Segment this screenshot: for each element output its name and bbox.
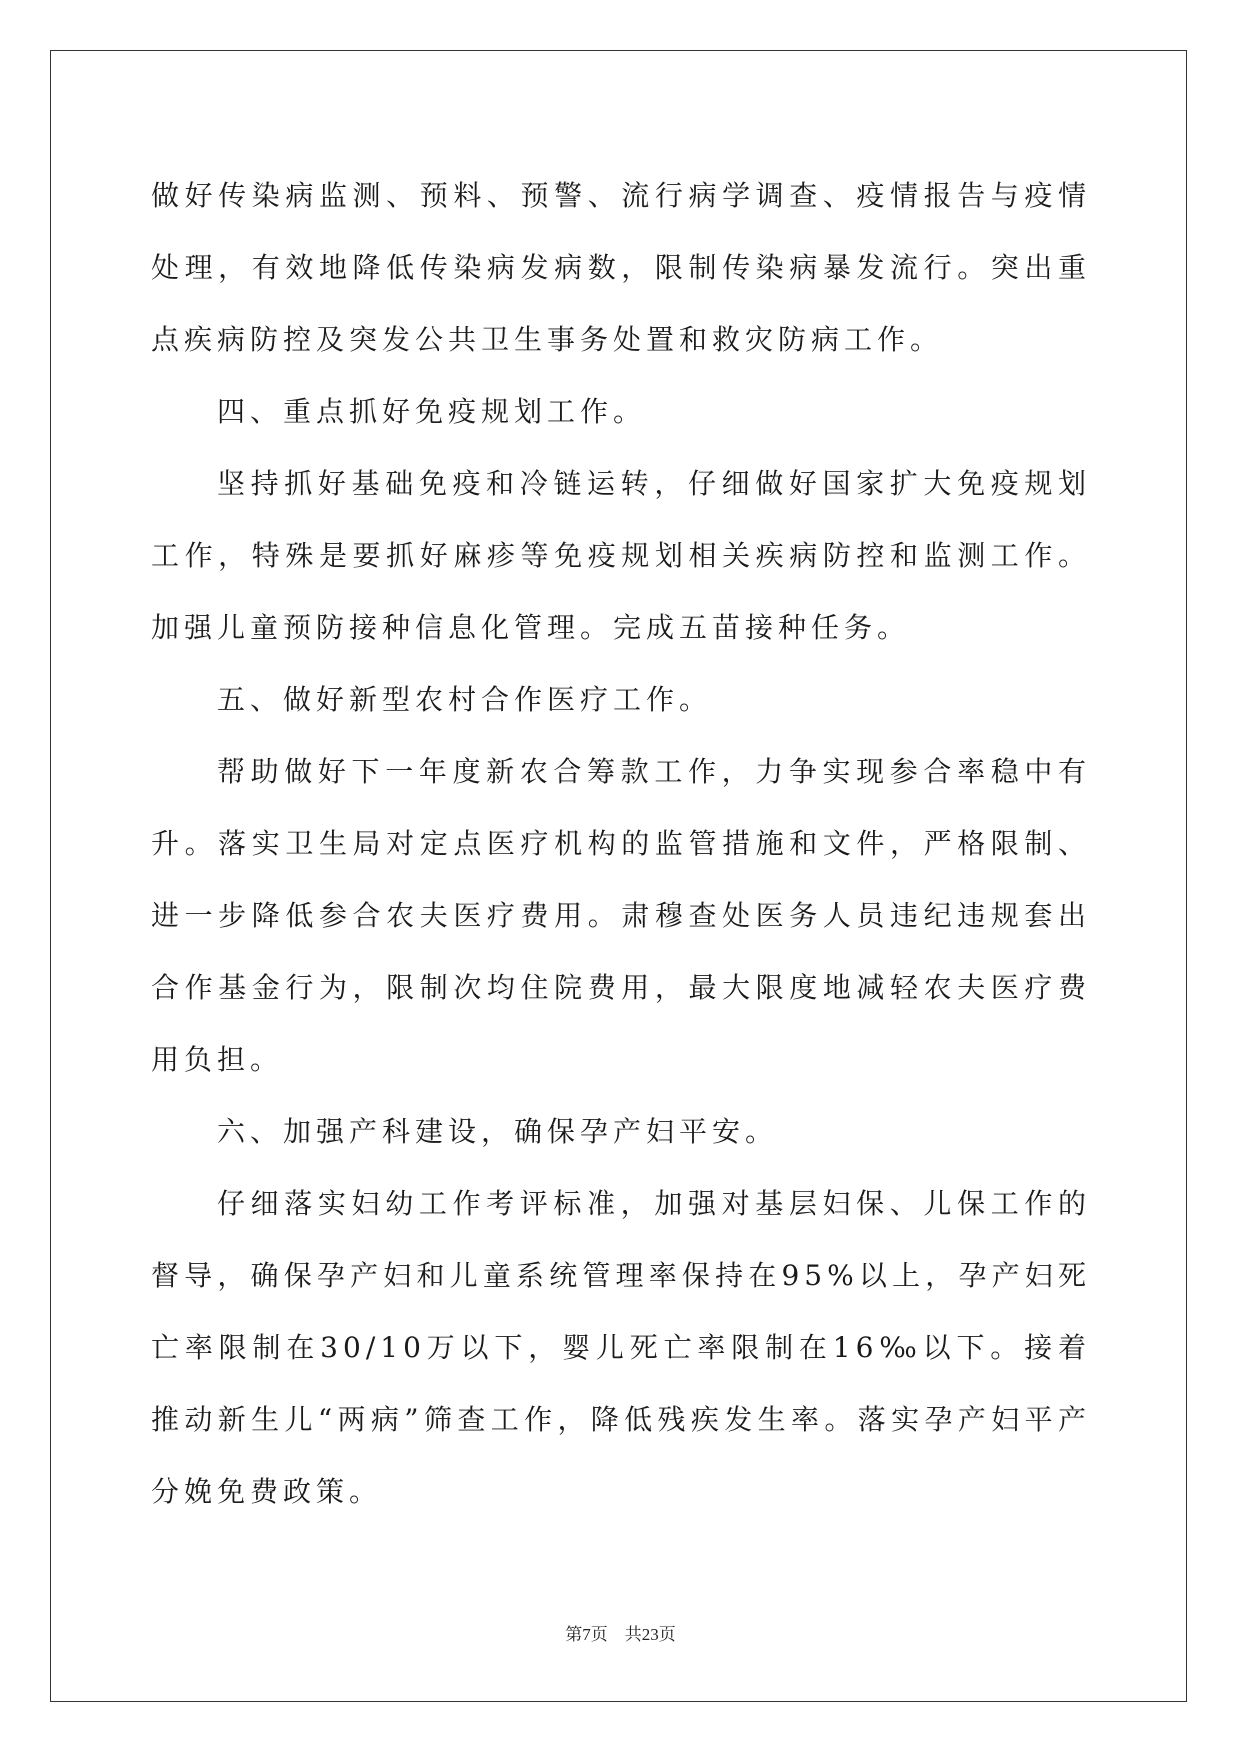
paragraph-7: 仔细落实妇幼工作考评标准，加强对基层妇保、儿保工作的督导，确保孕产妇和儿童系统管理率保持在95%以上，孕产妇死亡率限制在30/10万以下，婴儿死亡率限制在16‰以下。接着推动新生儿“两病”筛查工作，降低残疾发生率。落实孕产妇平产分娩免费政策。 <box>151 1187 1091 1508</box>
paragraph-1: 做好传染病监测、预料、预警、流行病学调查、疫情报告与疫情处理，有效地降低传染病发病数，限制传染病暴发流行。突出重点疾病防控及突发公共卫生事务处置和救灾防病工作。 <box>151 179 1091 356</box>
page-number: 第7页 共23页 <box>565 1625 676 1644</box>
section-heading-6: 六、加强产科建设，确保孕产妇平安。 <box>217 1115 779 1148</box>
section-heading-4: 四、重点抓好免疫规划工作。 <box>217 395 647 428</box>
document-body <box>151 160 1091 1528</box>
section-heading-5: 五、做好新型农村合作医疗工作。 <box>217 683 713 716</box>
paragraph-3: 坚持抓好基础免疫和冷链运转，仔细做好国家扩大免疫规划工作，特殊是要抓好麻疹等免疫规划相关疾病防控和监测工作。加强儿童预防接种信息化管理。完成五苗接种任务。 <box>151 467 1091 644</box>
paragraph-5: 帮助做好下一年度新农合筹款工作，力争实现参合率稳中有升。落实卫生局对定点医疗机构的监管措施和文件，严格限制、进一步降低参合农夫医疗费用。肃穆查处医务人员违纪违规套出合作基金行为，限制次均住院费用，最大限度地减轻农夫医疗费用负担。 <box>151 755 1091 1076</box>
page-footer <box>0 1620 1241 1645</box>
